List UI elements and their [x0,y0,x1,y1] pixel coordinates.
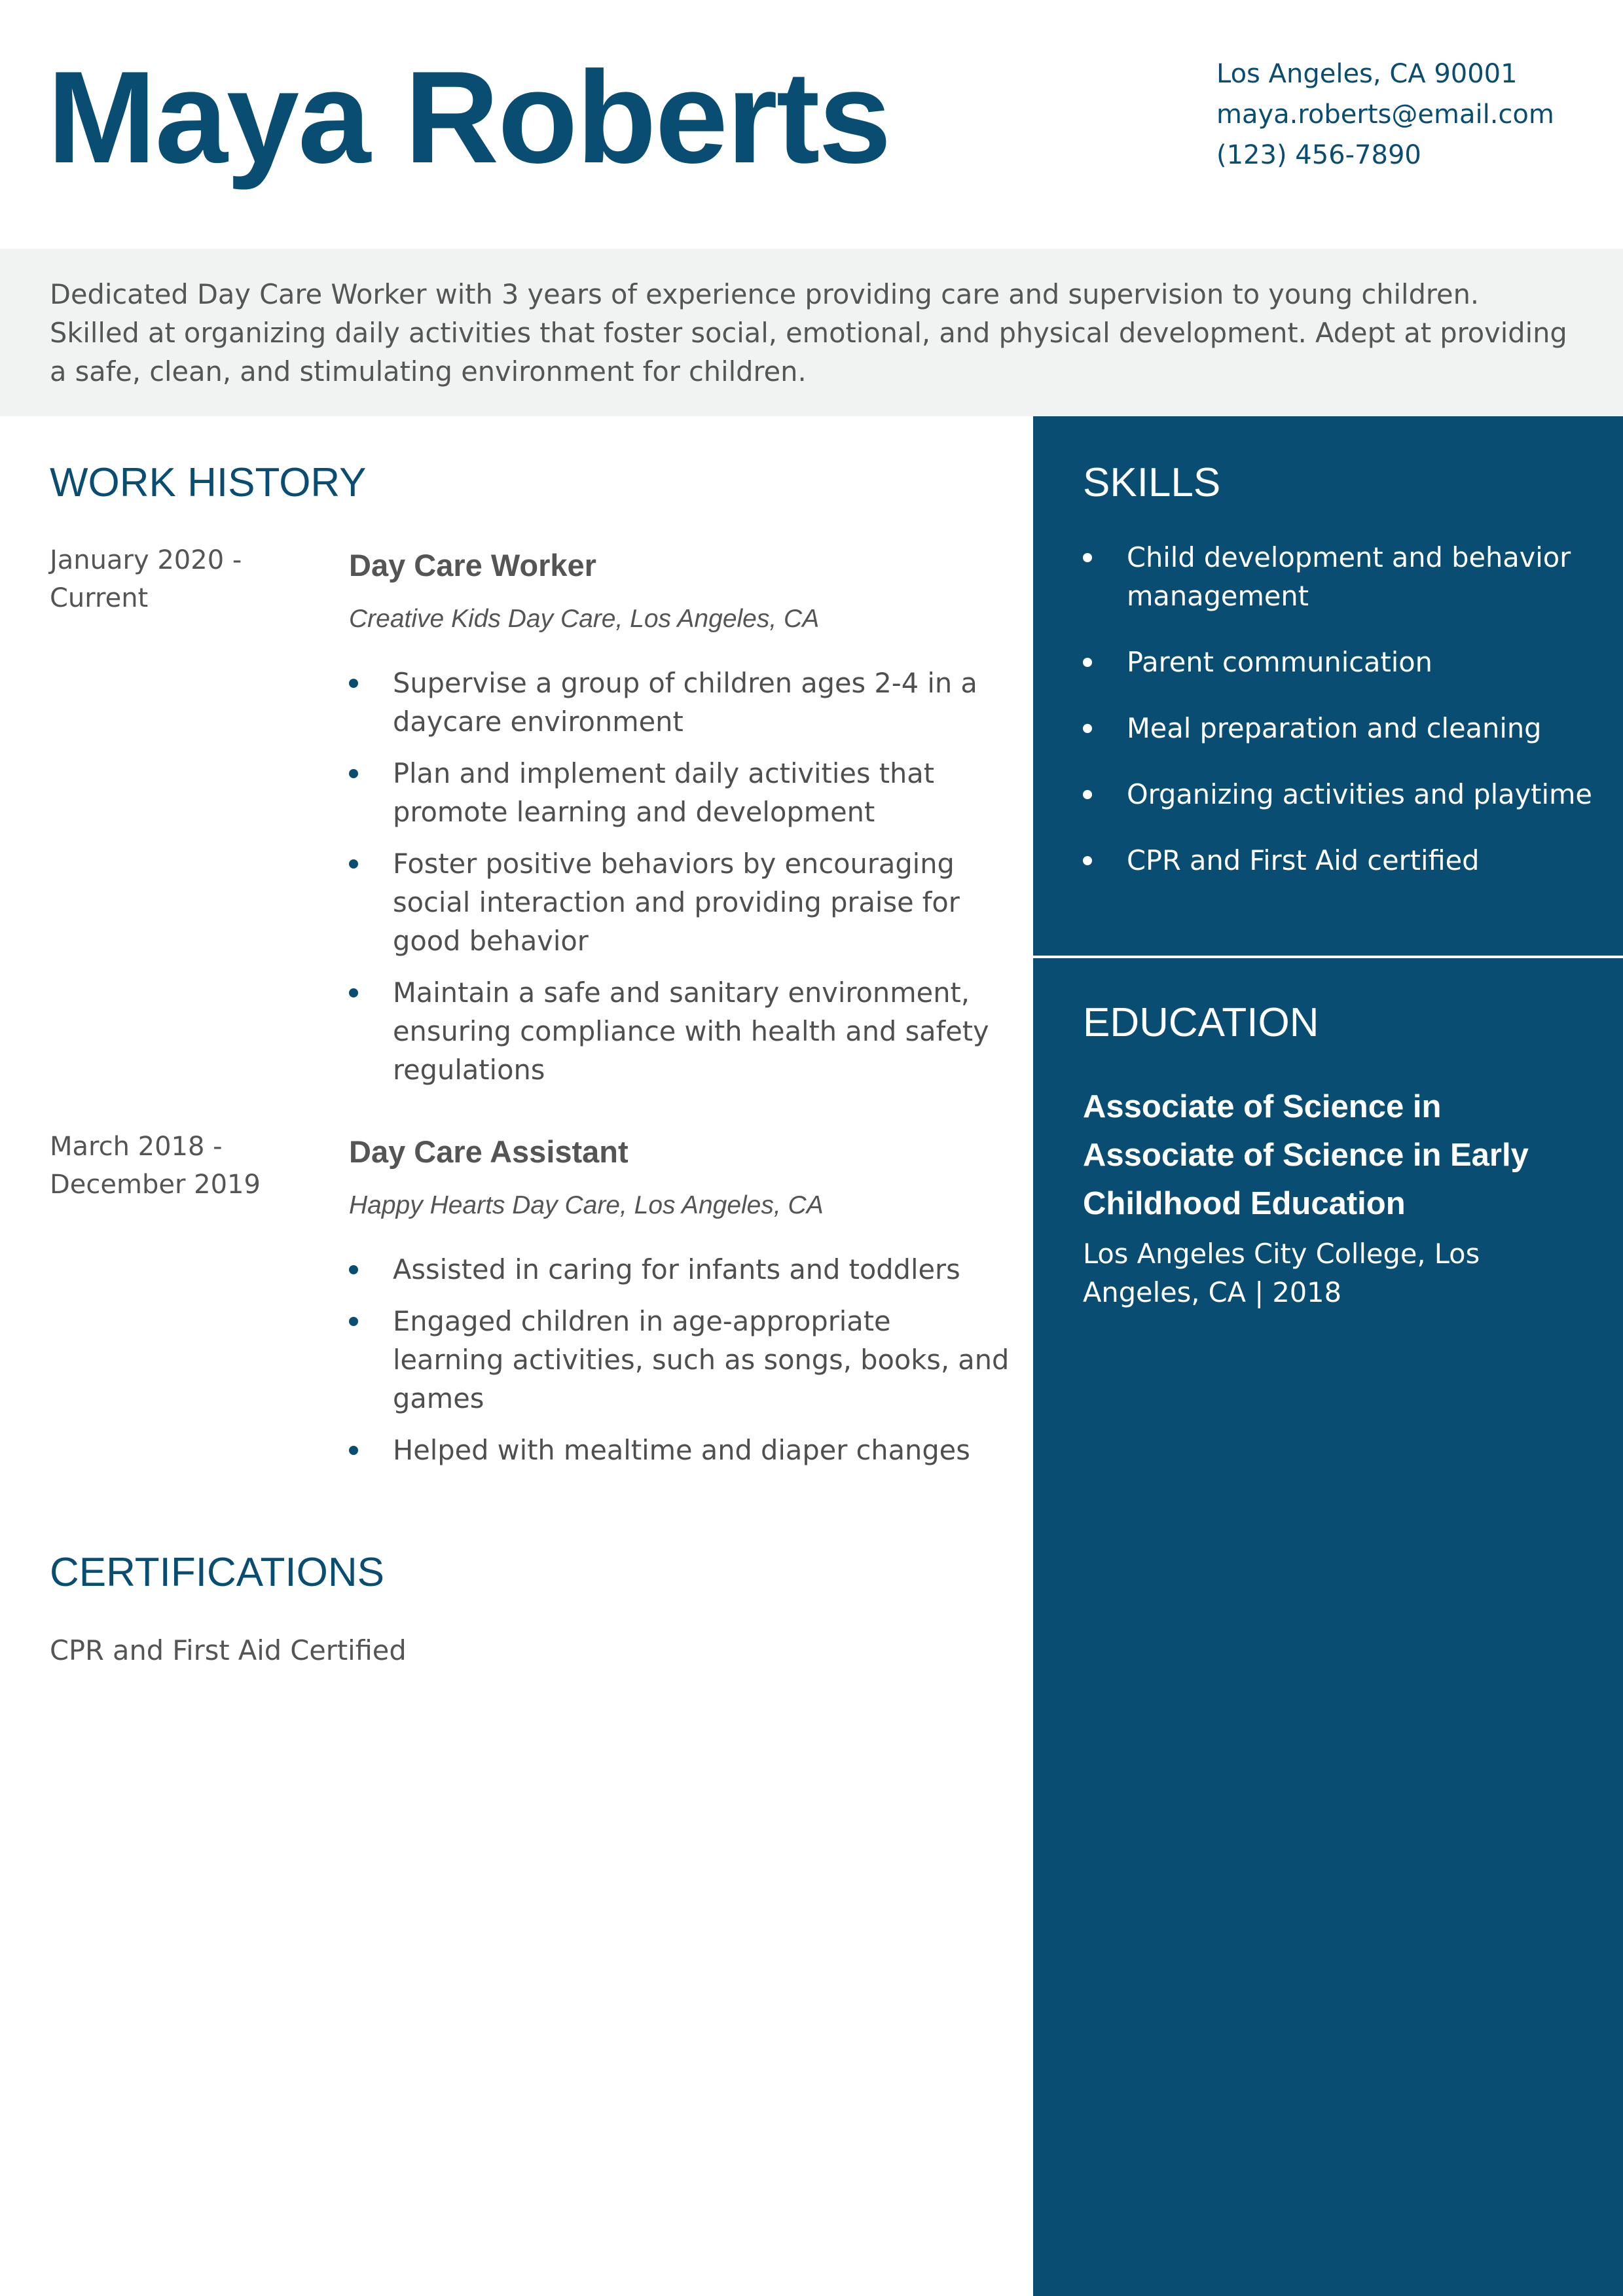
bullet-icon [1083,658,1092,667]
contact-phone[interactable]: (123) 456-7890 [1216,140,1421,170]
degree-title: Associate of Science in Associate of Science in Early Childhood Education [1083,1089,1529,1221]
sidebar-divider [1033,956,1623,958]
contact-location: Los Angeles, CA 90001 [1216,59,1518,89]
job-company: Creative Kids Day Care, Los Angeles, CA [349,605,820,633]
bullet-icon [349,859,358,869]
skills-list [1083,538,1600,907]
certifications-heading: CERTIFICATIONS [50,1550,384,1595]
summary-section [0,249,1623,416]
bullet-icon [349,1265,358,1274]
certification-item: CPR and First Aid Certified [50,1634,407,1666]
sidebar [1033,416,1623,2296]
job-bullet: Helped with mealtime and diaper changes [349,1431,1010,1469]
job-date: March 2018 - December 2019 [50,1132,261,1200]
job-bullet: Engaged children in age-appropriate learning activities, such as songs, books, and games [349,1302,1010,1418]
job-title: Day Care Worker [349,548,596,583]
job-title: Day Care Assistant [349,1134,629,1169]
skill-item: Parent communication [1083,643,1600,681]
resume-header [0,0,1623,249]
bullet-icon [349,769,358,778]
job-bullet: Plan and implement daily activities that promote learning and development [349,754,1010,831]
candidate-name: Maya Roberts [47,45,890,190]
summary-text: Dedicated Day Care Worker with 3 years of experience providing care and supervision to young children. Skilled at organizing daily activities that foster social, emotional, and physical development. Adept at providing a safe, clean, and stimulating environment for children. [50,278,1567,387]
bullet-icon [349,1446,358,1455]
bullet-icon [1083,856,1092,865]
contact-email[interactable]: maya.roberts@email.com [1216,99,1554,130]
skills-heading: SKILLS [1083,460,1221,505]
job-company: Happy Hearts Day Care, Los Angeles, CA [349,1191,824,1219]
bullet-icon [1083,724,1092,733]
bullet-icon [349,1317,358,1326]
job-bullet: Assisted in caring for infants and toddlers [349,1250,1010,1289]
skill-item: CPR and First Aid certified [1083,841,1600,880]
skill-item: Meal preparation and cleaning [1083,709,1600,747]
bullet-icon [1083,790,1092,799]
bullet-icon [1083,553,1092,562]
job-date: January 2020 - Current [50,545,242,613]
bullet-icon [349,679,358,688]
education-heading: EDUCATION [1083,1000,1319,1045]
job-bullet-list [349,1250,1010,1482]
job-bullet: Supervise a group of children ages 2-4 in a daycare environment [349,664,1010,741]
skill-item: Organizing activities and playtime [1083,775,1600,814]
school-info: Los Angeles City College, Los Angeles, CA | 2018 [1083,1238,1480,1308]
work-history-heading: WORK HISTORY [50,460,367,505]
job-bullet: Maintain a safe and sanitary environment, ensuring compliance with health and safety regulations [349,973,1010,1089]
job-bullet: Foster positive behaviors by encouraging social interaction and providing praise for good behavior [349,844,1010,960]
job-bullet-list [349,664,1010,1102]
skill-item: Child development and behavior management [1083,538,1600,615]
contact-info [1216,54,1554,175]
bullet-icon [349,988,358,997]
